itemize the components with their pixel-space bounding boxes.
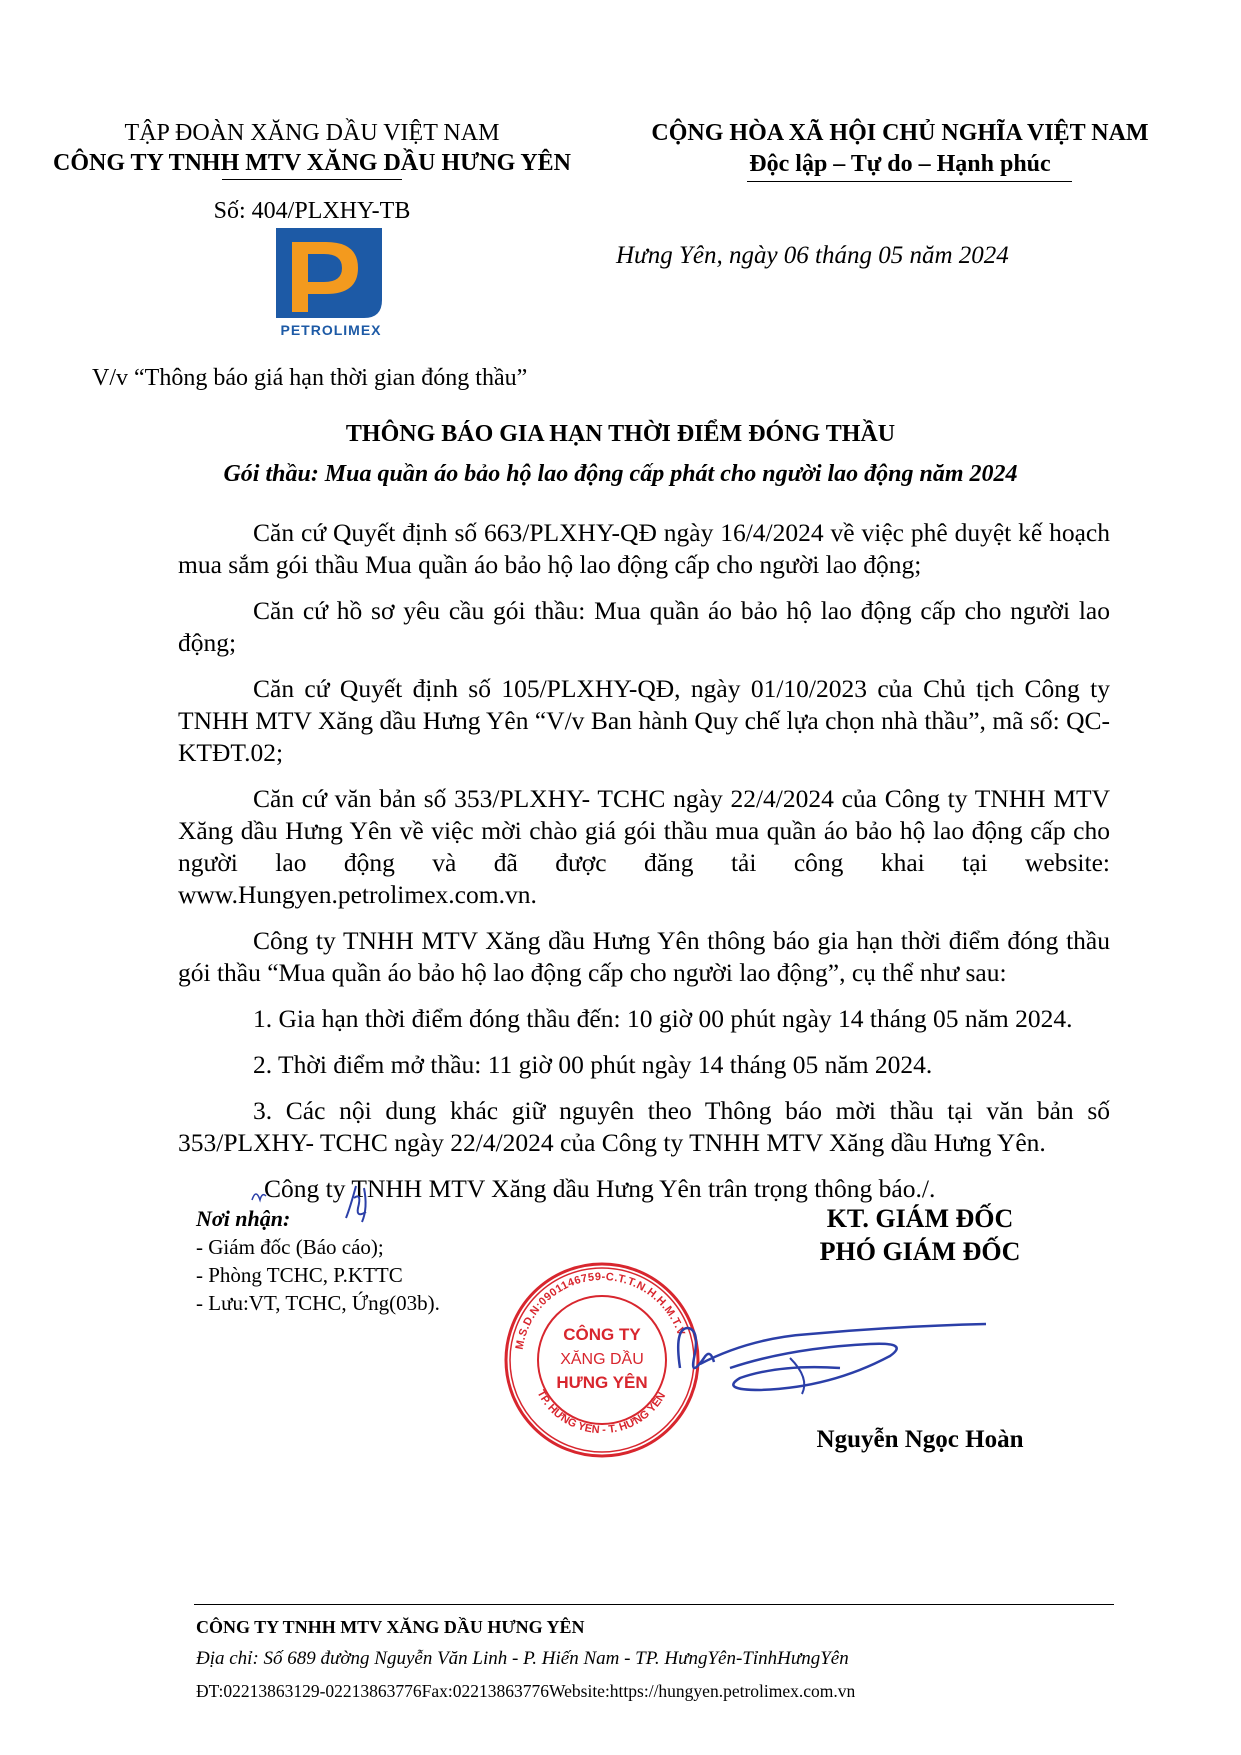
document-title: THÔNG BÁO GIA HẠN THỜI ĐIỂM ĐÓNG THẦU [345, 421, 896, 447]
company-name: CÔNG TY TNHH MTV XĂNG DẦU HƯNG YÊN [52, 150, 572, 176]
stamp-bottom-text: TP. HƯNG YÊN - T. HƯNG YÊN [534, 1388, 669, 1437]
stamp-center-line-3: HƯNG YÊN [556, 1373, 648, 1392]
package-title: Gói thầu: Mua quần áo bảo hộ lao động cấp phát cho người lao động năm 2024 [223, 461, 1018, 487]
footer-address: Địa chỉ: Số 689 đường Nguyễn Văn Linh - P. Hiến Nam - TP. HưngYên-TỉnhHưngYên [196, 1648, 849, 1669]
stamp-ring-text: M.S.D.N:0901146759-C.T.T.N.H.H.M.T.V [513, 1270, 687, 1351]
date-line: Hưng Yên, ngày 06 tháng 05 năm 2024 [616, 242, 1009, 269]
body-paragraphs [178, 517, 1110, 1205]
subject-line: V/v “Thông báo giá hạn thời gian đóng thầu” [92, 365, 528, 391]
national-motto: Độc lập – Tự do – Hạnh phúc [749, 151, 1051, 177]
handwritten-signature-icon [670, 1298, 990, 1418]
footer-divider [194, 1604, 1114, 1605]
svg-text:TP. HƯNG YÊN - T. HƯNG YÊN [534, 1388, 668, 1436]
recipient-item: - Giám đốc (Báo cáo); [196, 1235, 384, 1259]
document-number: Số: 404/PLXHY-TB [213, 198, 411, 224]
handwritten-initials-icon [246, 1178, 386, 1238]
website-link: www.Hungyen.petrolimex.com.vn. [178, 880, 537, 909]
motto-underline [747, 181, 1072, 182]
closing-sentence: Công ty TNHH MTV Xăng dầu Hưng Yên trân trọng thông báo./. [264, 1174, 936, 1203]
header-org-group [40, 118, 584, 178]
recipient-item: - Phòng TCHC, P.KTTC [196, 1263, 403, 1287]
recipient-item: - Lưu:VT, TCHC, Ứng(03b). [196, 1291, 440, 1315]
parent-organization: TẬP ĐOÀN XĂNG DẦU VIỆT NAM [124, 120, 500, 146]
item-other-content: 3. Các nội dung khác giữ nguyên theo Thông báo mời thầu tại văn bản số 353/PLXHY- TCHC ngày 22/4/2024 của Công ty TNHH MTV Xăng dầu Hưng Yên. [178, 1096, 1110, 1157]
paragraph-basis-2: Căn cứ hồ sơ yêu cầu gói thầu: Mua quần áo bảo hộ lao động cấp cho người lao động; [178, 596, 1110, 657]
signature-title-1: KT. GIÁM ĐỐC [826, 1204, 1014, 1233]
paragraph-basis-4: Căn cứ văn bản số 353/PLXHY- TCHC ngày 22/4/2024 của Công ty TNHH MTV Xăng dầu Hưng Yên về việc mời chào giá gói thầu mua quần áo bảo hộ lao động cấp cho người lao động và đã được đăng tải công khai tại website: [178, 784, 1110, 877]
stamp-center-line-1: CÔNG TY [563, 1325, 641, 1344]
paragraph-basis-3: Căn cứ Quyết định số 105/PLXHY-QĐ, ngày 01/10/2023 của Chủ tịch Công ty TNHH MTV Xăng dầu Hưng Yên “V/v Ban hành Quy chế lựa chọn nhà thầu”, mã số: QC-KTĐT.02; [178, 674, 1110, 767]
item-closing-time: 1. Gia hạn thời điểm đóng thầu đến: 10 giờ 00 phút ngày 14 tháng 05 năm 2024. [253, 1004, 1073, 1033]
logo-text: PETROLIMEX [280, 322, 382, 338]
company-name-underline [222, 179, 402, 180]
stamp-center-line-2: XĂNG DẦU [560, 1351, 644, 1368]
paragraph-announcement: Công ty TNHH MTV Xăng dầu Hưng Yên thông báo gia hạn thời điểm đóng thầu gói thầu “Mua quần áo bảo hộ lao động cấp cho người lao động”, cụ thể như sau: [178, 926, 1110, 987]
signature-title-2: PHÓ GIÁM ĐỐC [819, 1237, 1021, 1266]
petrolimex-logo [256, 222, 406, 342]
item-opening-time: 2. Thời điểm mở thầu: 11 giờ 00 phút ngày 14 tháng 05 năm 2024. [253, 1050, 933, 1079]
footer-contact: ĐT:02213863129-02213863776Fax:02213863776Website:https://hungyen.petrolimex.com.vn [196, 1681, 856, 1701]
recipients-heading: Nơi nhận: [196, 1206, 291, 1231]
footer-company: CÔNG TY TNHH MTV XĂNG DẦU HƯNG YÊN [196, 1617, 585, 1637]
national-title: CỘNG HÒA XÃ HỘI CHỦ NGHĨA VIỆT NAM [651, 120, 1149, 146]
signer-name: Nguyễn Ngọc Hoàn [816, 1426, 1024, 1453]
paragraph-basis-1: Căn cứ Quyết định số 663/PLXHY-QĐ ngày 16/4/2024 về việc phê duyệt kế hoạch mua sắm gói thầu Mua quần áo bảo hộ lao động cấp cho người lao động; [178, 518, 1110, 579]
